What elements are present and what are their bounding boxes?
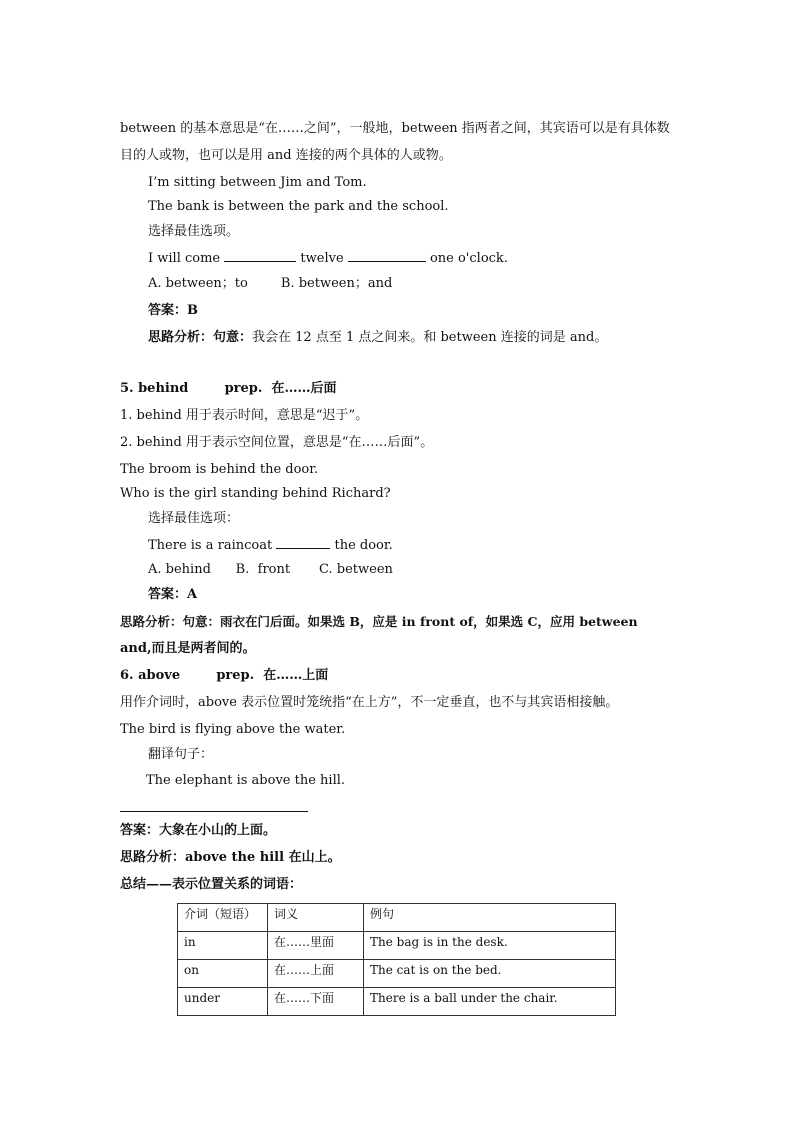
q1-stem-part-1: I will come — [148, 251, 221, 266]
q2-stem-part-2: the door. — [334, 538, 393, 553]
table-row — [178, 932, 616, 960]
q1-stem — [148, 249, 508, 268]
position-words-table — [177, 903, 616, 1016]
section-6-example: The bird is flying above the water. — [120, 722, 346, 737]
answer-blank-line — [120, 811, 308, 812]
table-cell-example: The cat is on the bed. — [364, 960, 616, 988]
intro-line-2: 目的人或物，也可以是用 and 连接的两个具体的人或物。 — [120, 148, 452, 163]
table-cell-word: on — [178, 960, 268, 988]
section-6-heading: 6. above prep. 在……上面 — [120, 668, 329, 683]
table-cell-meaning: 在……里面 — [268, 932, 364, 960]
q1-blank-2 — [348, 249, 426, 262]
q3-prompt: 翻译句子： — [148, 747, 214, 762]
table-row — [178, 960, 616, 988]
q1-stem-part-3: one o'clock. — [429, 251, 508, 266]
between-example-1: I’m sitting between Jim and Tom. — [148, 175, 367, 190]
q1-answer: 答案：B — [148, 303, 198, 318]
table-header-cell: 例句 — [364, 904, 616, 932]
q3-analysis: 思路分析：above the hill 在山上。 — [120, 850, 341, 865]
q3-sentence: The elephant is above the hill. — [146, 773, 346, 788]
section-5-usage-2: 2. behind 用于表示空间位置，意思是“在……后面”。 — [120, 435, 434, 450]
table-header-row — [178, 904, 616, 932]
q1-options: A. between；to B. between；and — [148, 276, 393, 291]
q2-blank — [276, 536, 330, 549]
q1-analysis — [148, 329, 607, 347]
q3-answer: 答案：大象在小山的上面。 — [120, 823, 277, 838]
q1-analysis-text: 我会在 12 点至 1 点之间来。和 between 连接的词是 and。 — [252, 330, 608, 345]
q2-answer: 答案：A — [148, 587, 198, 602]
section-5-example-1: The broom is behind the door. — [120, 462, 319, 477]
q1-analysis-label: 思路分析：句意： — [148, 330, 253, 345]
table-cell-meaning: 在……下面 — [268, 988, 364, 1016]
q2-analysis-line-2: and,而且是两者间的。 — [120, 641, 256, 656]
summary-title: 总结——表示位置关系的词语： — [120, 877, 303, 892]
table-header-cell: 词义 — [268, 904, 364, 932]
q1-stem-part-2: twelve — [300, 251, 344, 266]
between-example-2: The bank is between the park and the school. — [148, 199, 449, 214]
section-6-usage: 用作介词时，above 表示位置时笼统指“在上方”，不一定垂直，也不与其宾语相接触。 — [120, 695, 619, 710]
q1-prompt: 选择最佳选项。 — [148, 224, 240, 239]
section-5-heading: 5. behind prep. 在……后面 — [120, 381, 337, 396]
table-cell-meaning: 在……上面 — [268, 960, 364, 988]
q2-stem-part-1: There is a raincoat — [148, 538, 273, 553]
q2-options: A. behind B. front C. between — [148, 562, 393, 577]
table-header-cell: 介词（短语） — [178, 904, 268, 932]
q1-blank-1 — [224, 249, 296, 262]
q2-analysis-line-1: 思路分析：句意：雨衣在门后面。如果选 B，应是 in front of，如果选 C，应用 between — [120, 614, 638, 629]
intro-line-1: between 的基本意思是“在……之间”，一般地，between 指两者之间，其宾语可以是有具体数 — [120, 121, 670, 136]
table-row — [178, 988, 616, 1016]
table-cell-word: under — [178, 988, 268, 1016]
section-5-example-2: Who is the girl standing behind Richard? — [120, 486, 391, 501]
table-cell-example: The bag is in the desk. — [364, 932, 616, 960]
section-5-usage-1: 1. behind 用于表示时间，意思是“迟于”。 — [120, 408, 369, 423]
table-cell-word: in — [178, 932, 268, 960]
q2-stem — [148, 536, 393, 555]
table-cell-example: There is a ball under the chair. — [364, 988, 616, 1016]
q2-prompt: 选择最佳选项： — [148, 511, 240, 526]
